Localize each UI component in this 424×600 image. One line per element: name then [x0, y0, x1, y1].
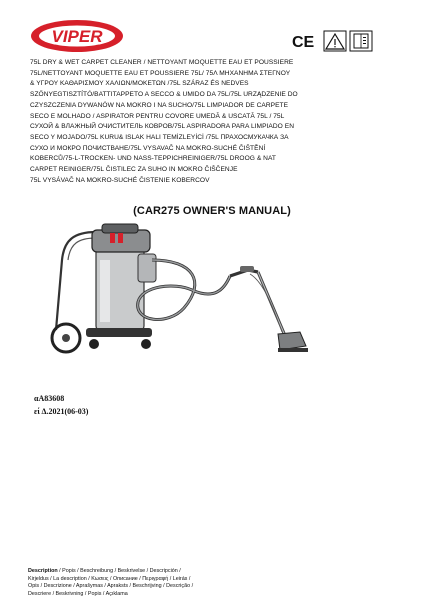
title-line: SZŐNYEGTISZTÍTÓ/BATTITAPPETO A SECCO & UMIDO DA 75L/75L URZĄDZENIE DO: [30, 91, 298, 99]
manual-title: (CAR275 OWNER'S MANUAL): [133, 205, 291, 217]
footer-line-1: [28, 568, 398, 576]
title-line: SECO Y MOJADO/75L KURU& ISLAK HALI TEMİZLEYİCİ /75L ПРАХОСМУКАЧКА ЗА: [30, 133, 289, 141]
viper-logo-mark: [30, 18, 124, 54]
title-line: CARPET REINIGER/75L ČISTILEC ZA SUHO IN MOKRO ČIŠČENJE: [30, 166, 238, 174]
footer-line-1-text: / Popis / Beschreibung / Beskrivelse / Descripción /: [57, 568, 181, 574]
title-line: & ΥΓΡΟΥ ΚΑΘΑΡΙΣΜΟΥ ΧΑΛΙΩΝ/ΜΟΚΕΤΩΝ /75L SZÁRAZ ÉS NEDVES: [30, 80, 249, 88]
title-line: 75L/NETTOYANT MOQUETTE EAU ET POUSSIERE 75L/ 75Λ ΜΗΧΑΝΗΜΑ ΣΤΕΓΝΟΥ: [30, 69, 291, 77]
product-titles: [30, 58, 388, 186]
title-line: SECO E MOLHADO / ASPIRATOR PENTRU COVORE UMEDĂ & USCATĂ 75L / 75L: [30, 112, 285, 120]
viper-logo: [30, 18, 124, 54]
manual-book-icon: [350, 31, 372, 51]
title-line: 75L VYSÁVAČ NA MOKRO-SUCHÉ ČISTENIE KOBERCOV: [30, 176, 210, 184]
certification-marks: [290, 30, 380, 52]
title-line: KOBERCŮ/75-L-TROCKEN- UND NASS-TEPPICHREINIGER/75L DROOG & NAT: [30, 155, 277, 163]
footer-label: Description: [28, 568, 58, 574]
ce-mark: CE: [292, 34, 315, 51]
logo-text: VIPER: [51, 27, 103, 46]
footer-line-4: Descriere / Beskrivning / Popis / Açıklama: [28, 590, 128, 597]
title-line: СУХО И МОКРО ПОЧИСТВАНЕ/75L VYSAVAČ NA MOKRO-SUCHÉ ČIŠTĚNÍ: [30, 144, 266, 152]
part-number: αA83608: [34, 394, 65, 403]
document-codes: [34, 392, 88, 418]
footer-line-2: Kirjeldus / La description / Κωσεις / Опиcaние / Περιγραφή / Leirás /: [28, 575, 191, 582]
title-line: СУХОЙ & ВЛАЖНЫЙ ОЧИСТИТЕЛЬ КОВРОВ/75L ASPIRADORA PARA LIMPIADO EN: [30, 123, 295, 131]
edition-date: εί Δ.2021(06-03): [34, 407, 89, 416]
title-line: 75L DRY & WET CARPET CLEANER / NETTOYANT MOQUETTE EAU ET POUSSIERE: [30, 59, 294, 66]
carpet-cleaner-illustration: [34, 220, 394, 365]
title-line: CZYSZCZENIA DYWANÓW NA MOKRO I NA SUCHO/75L LIMPIADOR DE CARPETE: [30, 101, 289, 109]
description-footer: [28, 568, 398, 598]
warning-triangle-icon: [324, 31, 346, 51]
footer-line-3: Opis / Descrizione / Aprašymas / Apraksts / Beschrijving / Descrição /: [28, 583, 194, 590]
